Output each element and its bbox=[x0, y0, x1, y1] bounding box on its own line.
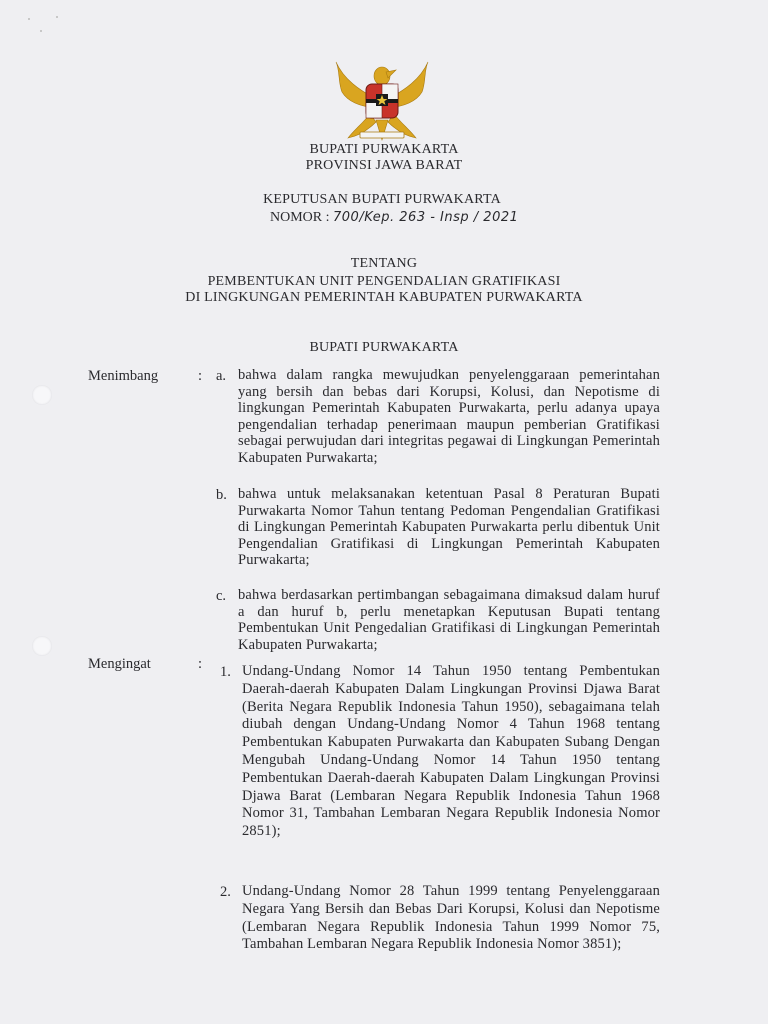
menimbang-item-mark: c. bbox=[216, 588, 227, 604]
scan-speck bbox=[28, 18, 30, 20]
header-line-2: PROVINSI JAWA BARAT bbox=[305, 158, 463, 173]
menimbang-label: Menimbang bbox=[88, 368, 159, 384]
mengingat-label: Mengingat bbox=[88, 656, 151, 672]
header-line-1: BUPATI PURWAKARTA bbox=[309, 142, 459, 157]
scan-speck bbox=[40, 30, 42, 32]
subject-line-2: DI LINGKUNGAN PEMERINTAH KABUPATEN PURWAKARTA bbox=[185, 290, 583, 305]
mengingat-colon: : bbox=[198, 656, 203, 672]
decree-title: KEPUTUSAN BUPATI PURWAKARTA bbox=[263, 192, 501, 207]
decree-number bbox=[270, 210, 518, 226]
punch-hole bbox=[32, 636, 52, 656]
mengingat-item-mark: 1. bbox=[220, 664, 231, 680]
subject-line-1: PEMBENTUKAN UNIT PENGENDALIAN GRATIFIKASI bbox=[207, 274, 561, 289]
mengingat-item-text: Undang-Undang Nomor 14 Tahun 1950 tentang Pembentukan Daerah-daerah Kabupaten Dalam Lingkungan Provinsi Djawa Barat (Berita Negara Republik Indonesia Tahun 1950), sebagaimana telah diubah dengan Undang-Undang Nomor 4 Tahun 1968 tentang Pembentukan Kabupaten Purwakarta dan Kabupaten Subang Dengan Mengubah Undang-Undang Nomor 14 Tahun 1950 tentang Pembentukan Daerah-daerah Kabupaten Dalam Lingkungan Provinsi Djawa Barat (Lembaran Negara Republik Indonesia Tahun 1968 Nomor 31, Tambahan Lembaran Negara Republik Indonesia Nomor 2851); bbox=[242, 663, 660, 840]
menimbang-item-text: bahwa untuk melaksanakan ketentuan Pasal 8 Peraturan Bupati Purwakarta Nomor Tahun tentang Pedoman Pengendalian Gratifikasi di Lingkungan Pemerintah Kabupaten Purwakarta perlu dibentuk Unit Pengendalian Gratifikasi di Lingkungan Pemerintah Kabupaten Purwakarta; bbox=[238, 486, 660, 569]
mengingat-item-mark: 2. bbox=[220, 884, 231, 900]
menimbang-item-text: bahwa berdasarkan pertimbangan sebagaimana dimaksud dalam huruf a dan huruf b, perlu menetapkan Keputusan Bupati tentang Pembentukan Unit Pengedalian Gratifikasi di Lingkungan Pemerintah Kabupaten Purwakarta; bbox=[238, 587, 660, 653]
menimbang-item-mark: a. bbox=[216, 368, 227, 384]
menimbang-item-mark: b. bbox=[216, 487, 227, 503]
mengingat-item-text: Undang-Undang Nomor 28 Tahun 1999 tentang Penyelenggaraan Negara Yang Bersih dan Bebas Dari Korupsi, Kolusi dan Nepotisme (Lembaran Negara Republik Indonesia Tahun 1999 Nomor 75, Tambahan Lembaran Negara Republik Indonesia Nomor 3851); bbox=[242, 883, 660, 953]
decree-number-value: 700/Kep. 263 - Insp / 2021 bbox=[333, 210, 519, 225]
menimbang-colon: : bbox=[198, 368, 203, 384]
issuer-title: BUPATI PURWAKARTA bbox=[309, 340, 459, 355]
decree-number-label: NOMOR : bbox=[270, 210, 330, 225]
punch-hole bbox=[32, 385, 52, 405]
garuda-emblem-icon bbox=[330, 58, 434, 142]
scan-speck bbox=[56, 16, 58, 18]
menimbang-item-text: bahwa dalam rangka mewujudkan penyelenggaraan pemerintahan yang bersih dan bebas dari Korupsi, Kolusi, dan Nepotisme di lingkungan Pemerintah Kabupaten Purwakarta, perlu adanya upaya pengendalian terhadap penerimaan maupun pemberian Gratifikasi sebagai perwujudan dari integritas pegawai di Lingkungan Pemerintah Kabupaten Purwakarta; bbox=[238, 367, 660, 466]
subject-about: TENTANG bbox=[350, 256, 418, 271]
